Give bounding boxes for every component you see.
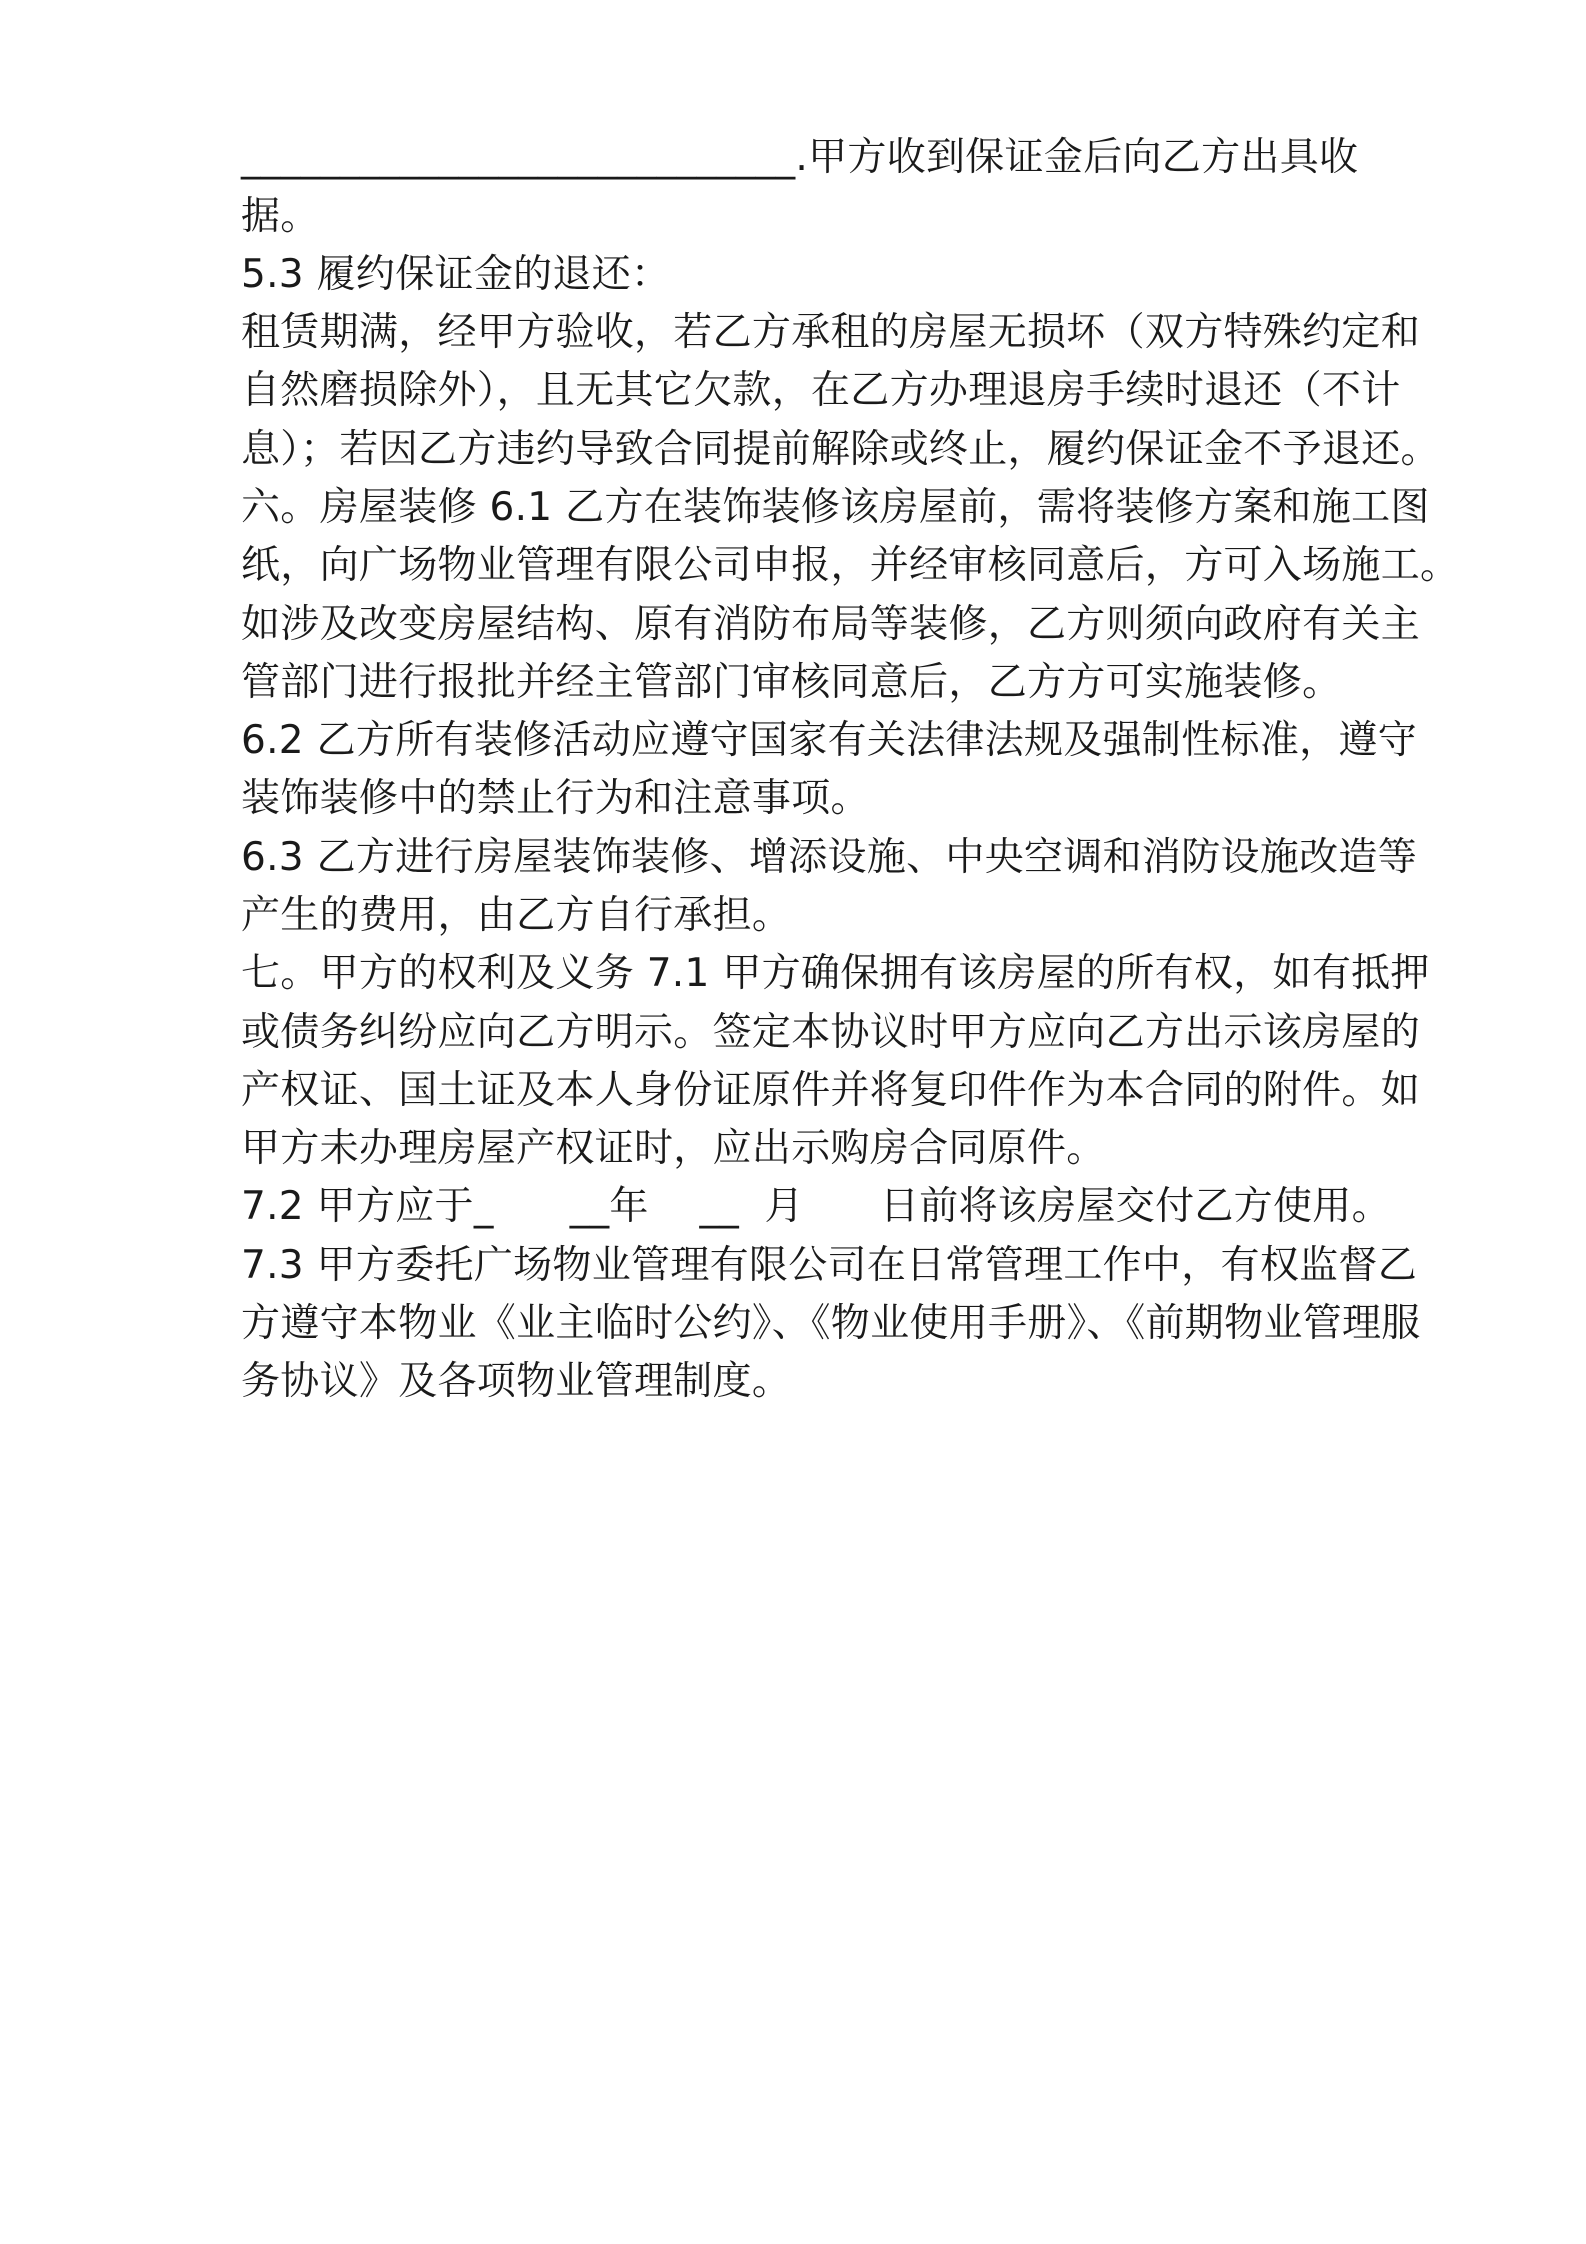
text-line: 管部门进行报批并经主管部门审核同意后，乙方方可实施装修。 [241, 660, 1342, 705]
text-line: 租赁期满，经甲方验收，若乙方承租的房屋无损坏（双方特殊约定和 [241, 310, 1421, 355]
text-line: 甲方未办理房屋产权证时，应出示购房合同原件。 [241, 1126, 1106, 1171]
text-line: 7.2 甲方应于_ __年 __ 月 日前将该房屋交付乙方使用。 [241, 1184, 1391, 1229]
text-line: 6.3 乙方进行房屋装饰装修、增添设施、中央空调和消防设施改造等 [241, 835, 1418, 880]
text-line: ____________________________.甲方收到保证金后向乙方出具收 [241, 135, 1359, 180]
text-line: 纸，向广场物业管理有限公司申报，并经审核同意后，方可入场施工。 [241, 543, 1460, 588]
text-line: 务协议》及各项物业管理制度。 [241, 1359, 792, 1404]
text-line: 息）；若因乙方违约导致合同提前解除或终止，履约保证金不予退还。 [241, 427, 1440, 472]
text-line: 产生的费用，由乙方自行承担。 [241, 893, 792, 938]
text-line: 自然磨损除外），且无其它欠款，在乙方办理退房手续时退还（不计 [241, 368, 1401, 413]
text-line: 装饰装修中的禁止行为和注意事项。 [241, 776, 870, 821]
text-line: 如涉及改变房屋结构、原有消防布局等装修，乙方则须向政府有关主 [241, 602, 1421, 647]
text-line: 产权证、国土证及本人身份证原件并将复印件作为本合同的附件。如 [241, 1068, 1421, 1113]
text-line: 六。房屋装修 6.1 乙方在装饰装修该房屋前，需将装修方案和施工图 [241, 485, 1430, 530]
text-line: 七。甲方的权利及义务 7.1 甲方确保拥有该房屋的所有权，如有抵押 [241, 951, 1430, 996]
text-line: 据。 [241, 194, 320, 239]
text-line: 方遵守本物业《业主临时公约》、《物业使用手册》、《前期物业管理服 [241, 1301, 1421, 1346]
text-line: 6.2 乙方所有装修活动应遵守国家有关法律法规及强制性标准，遵守 [241, 718, 1418, 763]
text-line: 7.3 甲方委托广场物业管理有限公司在日常管理工作中，有权监督乙 [241, 1243, 1418, 1288]
text-line: 或债务纠纷应向乙方明示。签定本协议时甲方应向乙方出示该房屋的 [241, 1010, 1421, 1055]
section-heading: 5.3 履约保证金的退还： [241, 252, 671, 297]
